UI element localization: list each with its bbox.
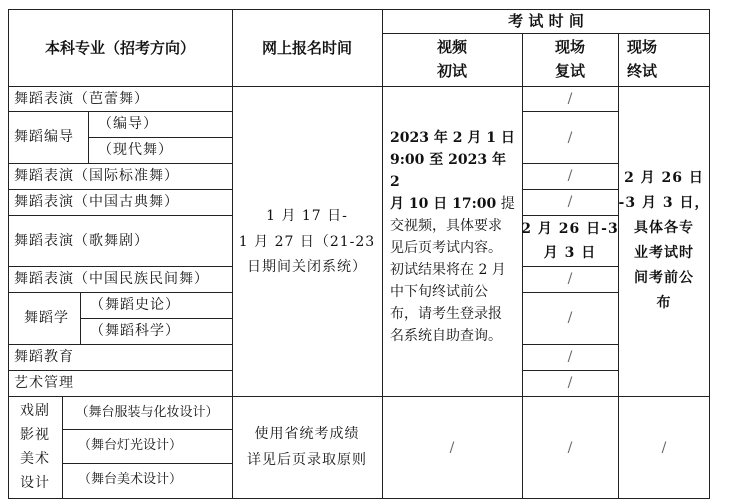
direction-dance-history: （舞蹈史论） bbox=[90, 297, 180, 313]
major-dance-drama: 舞蹈表演（歌舞剧） bbox=[14, 233, 149, 249]
final-text-line-6: 布 bbox=[656, 295, 672, 311]
retest-date-line-2: 月 3 日 bbox=[543, 245, 597, 261]
major-drama-art-2: 影视 bbox=[20, 427, 50, 443]
retest-date-line-1: 2 月 26 日-3 bbox=[521, 221, 619, 237]
video-text-tail: 提 bbox=[500, 196, 515, 212]
major-ballet: 舞蹈表演（芭蕾舞） bbox=[14, 91, 149, 107]
final-text-line-4: 业考试时 bbox=[634, 245, 694, 261]
major-drama-art-4: 设计 bbox=[20, 475, 50, 491]
direction-stage-art: （舞台美术设计） bbox=[77, 472, 183, 487]
slash-retest-folk: / bbox=[567, 271, 573, 287]
major-folk-dance: 舞蹈表演（中国民族民间舞） bbox=[14, 271, 209, 287]
slash-retest-ballroom: / bbox=[567, 168, 573, 184]
online-period-line-1: 1 月 17 日- bbox=[266, 208, 348, 224]
header-video-prelim-2: 初试 bbox=[436, 62, 468, 80]
slash-retest-choreography: / bbox=[567, 130, 573, 146]
final-text-line-5: 间考前公 bbox=[634, 270, 694, 286]
provincial-score-line-2: 详见后页录取原则 bbox=[247, 452, 367, 468]
provincial-score-line-1: 使用省统考成绩 bbox=[254, 426, 360, 442]
major-art-management: 艺术管理 bbox=[14, 375, 74, 391]
video-date-line-2: 9:00 至 2023 年 2 bbox=[390, 152, 506, 190]
major-drama-art-3: 美术 bbox=[20, 451, 50, 467]
video-text-line-7: 中下旬终试前公 bbox=[390, 284, 488, 300]
major-classical: 舞蹈表演（中国古典舞） bbox=[14, 194, 179, 210]
video-text-line-6: 初试结果将在 2 月 bbox=[390, 262, 506, 278]
header-onsite-retest-1: 现场 bbox=[554, 38, 586, 56]
direction-costume-makeup: （舞台服装与化妆设计） bbox=[75, 405, 219, 420]
final-text-line-2: -3 月 3 日， bbox=[618, 195, 710, 211]
slash-retest-art-management: / bbox=[567, 375, 573, 391]
major-ballroom: 舞蹈表演（国际标准舞） bbox=[14, 168, 179, 184]
direction-choreography: （编导） bbox=[98, 116, 158, 132]
video-date-line-3: 月 10 日 17:00 bbox=[390, 196, 497, 212]
slash-retest-classical: / bbox=[567, 194, 573, 210]
major-dance-education: 舞蹈教育 bbox=[14, 349, 74, 365]
video-text-line-8: 布，请考生登录报 bbox=[390, 306, 502, 322]
major-drama-art-1: 戏剧 bbox=[20, 403, 50, 419]
header-onsite-final-1: 现场 bbox=[627, 38, 658, 56]
header-major: 本科专业（招考方向） bbox=[44, 39, 196, 57]
slash-retest-drama-art: / bbox=[567, 440, 573, 456]
header-exam-time: 考 试 时 间 bbox=[508, 12, 584, 30]
video-text-line-5: 见后页考试内容。 bbox=[390, 240, 502, 256]
video-text-line-4: 交视频，具体要求 bbox=[390, 218, 502, 234]
header-online-registration: 网上报名时间 bbox=[261, 39, 353, 57]
major-choreography: 舞蹈编导 bbox=[14, 129, 74, 145]
slash-retest-dance-studies: / bbox=[567, 310, 573, 326]
direction-dance-science: （舞蹈科学） bbox=[90, 323, 180, 339]
slash-retest-dance-education: / bbox=[567, 349, 573, 365]
slash-final-drama-art: / bbox=[661, 440, 667, 456]
final-text-line-3: 具体各专 bbox=[634, 220, 694, 236]
final-text-line-1: 2 月 26 日 bbox=[624, 170, 704, 186]
direction-modern-dance: （现代舞） bbox=[98, 142, 173, 158]
online-period-line-3: 日期间关闭系统） bbox=[247, 259, 367, 275]
header-onsite-retest-2: 复试 bbox=[554, 62, 586, 80]
direction-stage-lighting: （舞台灯光设计） bbox=[77, 438, 183, 453]
slash-video-drama-art: / bbox=[449, 440, 455, 456]
major-dance-studies: 舞蹈学 bbox=[24, 310, 69, 326]
video-date-line-1: 2023 年 2 月 1 日 bbox=[390, 130, 515, 146]
slash-retest-ballet: / bbox=[567, 91, 573, 107]
video-text-line-9: 名系统自助查询。 bbox=[390, 328, 502, 344]
online-period-line-2: 1 月 27 日（21-23 bbox=[238, 234, 376, 250]
header-video-prelim-1: 视频 bbox=[436, 38, 468, 56]
header-onsite-final-2: 终试 bbox=[627, 62, 658, 80]
video-prelim-description bbox=[390, 127, 520, 347]
